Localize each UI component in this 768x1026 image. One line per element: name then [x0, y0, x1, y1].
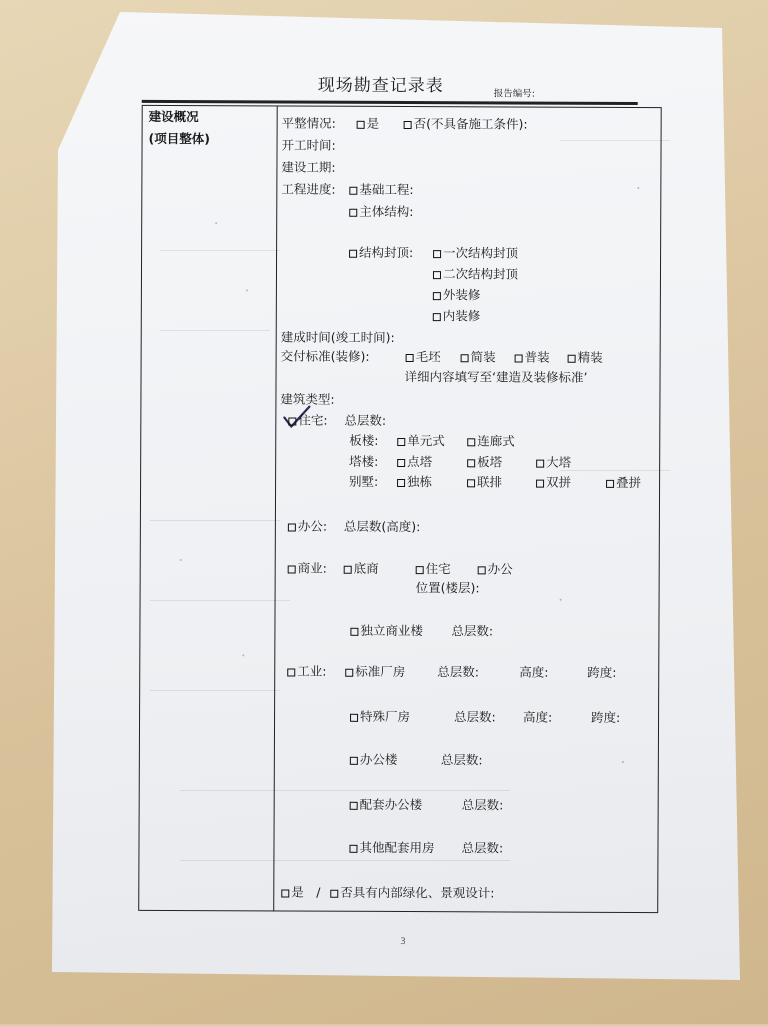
commercial-option-0[interactable]	[344, 561, 379, 577]
special-factory-height: 高度:	[523, 709, 553, 725]
checkbox-icon[interactable]	[349, 845, 357, 853]
option-label: 否(不具备施工条件):	[413, 116, 528, 132]
option-label: 否具有内部绿化、景观设计:	[340, 884, 495, 901]
checkbox-icon[interactable]	[344, 566, 352, 574]
checkbox-icon[interactable]	[345, 669, 353, 677]
checkbox-icon[interactable]	[397, 459, 405, 467]
checkbox-icon[interactable]	[288, 418, 296, 426]
other-support-floors: 总层数:	[461, 840, 504, 856]
standalone-option[interactable]	[350, 623, 423, 639]
option-label: 毛坯	[415, 349, 441, 365]
main-structure-option[interactable]	[349, 204, 413, 220]
option-label: 商业:	[297, 560, 327, 576]
option-label: 叠拼	[616, 474, 642, 491]
checkbox-icon[interactable]	[281, 889, 289, 897]
delivery-note: 详细内容填写至‘建造及装修标准’	[404, 369, 588, 385]
option-label: 住宅	[425, 561, 451, 577]
checkbox-icon[interactable]	[568, 355, 576, 363]
industrial-option[interactable]	[287, 664, 326, 680]
checkbox-icon[interactable]	[467, 479, 475, 487]
option-label: 配套办公楼	[359, 796, 423, 813]
option-label: 点塔	[407, 454, 433, 470]
green-no-option[interactable]	[330, 885, 494, 902]
checkbox-icon[interactable]	[397, 479, 405, 487]
section-subheading: (项目整体)	[148, 130, 211, 147]
option-label: 结构封顶:	[359, 244, 414, 261]
paper-speck	[242, 654, 244, 656]
capping-1-option[interactable]	[433, 245, 518, 261]
checkbox-icon[interactable]	[433, 271, 441, 279]
slab-label: 板楼:	[349, 432, 379, 448]
special-factory-option[interactable]	[350, 709, 410, 725]
villa-option-0[interactable]	[397, 474, 432, 490]
option-label: 双拼	[546, 474, 572, 490]
checkbox-icon[interactable]	[406, 354, 414, 362]
option-label: 板塔	[477, 454, 503, 470]
option-label: 住宅:	[298, 412, 328, 428]
checkbox-icon[interactable]	[536, 480, 544, 488]
progress-label: 工程进度:	[281, 181, 336, 197]
option-label: 内装修	[442, 308, 481, 324]
option-label: 是	[291, 884, 304, 900]
option-label: 主体结构:	[359, 203, 414, 220]
checkbox-icon[interactable]	[478, 566, 486, 574]
paper-speck	[246, 289, 248, 291]
capping-option[interactable]	[349, 245, 413, 261]
start-time-field: 开工时间:	[281, 137, 336, 153]
residential-floors: 总层数:	[344, 412, 387, 428]
option-label: 普装	[524, 349, 550, 365]
delivery-label: 交付标准(装修):	[280, 348, 370, 364]
option-label: 特殊厂房	[360, 708, 411, 725]
checkbox-icon[interactable]	[349, 209, 357, 217]
period-field: 建设工期:	[281, 159, 336, 175]
paper-speck	[560, 599, 562, 601]
checkbox-icon[interactable]	[467, 459, 475, 467]
report-number-label: 报告编号:	[493, 88, 535, 100]
checkbox-icon[interactable]	[350, 628, 358, 636]
flat-no-option[interactable]	[404, 116, 528, 133]
checkbox-icon[interactable]	[350, 714, 358, 722]
villa-option-2[interactable]	[536, 475, 571, 491]
delivery-option-0[interactable]	[406, 349, 441, 365]
checkbox-icon[interactable]	[467, 438, 475, 446]
form-table	[138, 105, 662, 913]
villa-option-3[interactable]	[606, 475, 641, 491]
option-label: 工业:	[297, 663, 327, 679]
green-yes-option[interactable]	[281, 884, 304, 900]
option-label: 独立商业楼	[360, 622, 423, 639]
villa-option-1[interactable]	[467, 474, 502, 490]
checkbox-icon[interactable]	[288, 566, 296, 574]
paper-speck	[180, 559, 182, 561]
slab-option-0[interactable]	[397, 433, 445, 449]
option-label: 一次结构封顶	[443, 245, 519, 261]
foundation-option[interactable]	[349, 182, 413, 198]
support-office-floors: 总层数:	[461, 797, 504, 813]
delivery-option-2[interactable]	[515, 349, 550, 365]
checkbox-icon[interactable]	[287, 669, 295, 677]
option-label: 大塔	[546, 454, 572, 470]
flat-yes-option[interactable]	[357, 116, 380, 132]
option-label: 联排	[477, 474, 503, 490]
paper-speck	[637, 187, 639, 189]
interior-option[interactable]	[433, 308, 481, 324]
commercial-option[interactable]	[288, 561, 327, 577]
delivery-option-3[interactable]	[568, 350, 603, 366]
option-label: 二次结构封顶	[442, 266, 519, 282]
page-number: 3	[400, 937, 406, 948]
checkbox-icon[interactable]	[288, 524, 296, 532]
standalone-floors: 总层数:	[451, 623, 494, 639]
option-label: 精装	[577, 349, 603, 365]
office-option[interactable]	[288, 519, 327, 535]
checkbox-icon[interactable]	[536, 460, 544, 468]
checkbox-icon[interactable]	[433, 250, 441, 258]
commercial-option-1[interactable]	[416, 561, 451, 577]
checkbox-icon[interactable]	[349, 187, 357, 195]
option-label: 外装修	[442, 287, 481, 303]
tower-option-1[interactable]	[467, 454, 502, 470]
flat-label: 平整情况:	[281, 115, 336, 131]
option-label: 单元式	[407, 433, 445, 449]
special-factory-floors: 总层数:	[454, 709, 496, 725]
villa-label: 别墅:	[349, 473, 379, 489]
tower-option-0[interactable]	[397, 454, 432, 470]
slab-option-1[interactable]	[467, 433, 515, 449]
option-label: 底商	[353, 560, 379, 576]
special-factory-span: 跨度:	[591, 709, 621, 725]
office-bldg-floors: 总层数:	[440, 752, 483, 768]
checkbox-icon[interactable]	[433, 313, 441, 321]
capping-2-option[interactable]	[433, 266, 518, 282]
support-office-option[interactable]	[350, 797, 423, 813]
residential-option[interactable]	[288, 413, 327, 429]
option-label: 办公	[487, 561, 513, 577]
checkbox-icon[interactable]	[357, 121, 365, 129]
checkbox-icon[interactable]	[349, 250, 357, 258]
checkbox-icon[interactable]	[397, 438, 405, 446]
tower-option-2[interactable]	[536, 455, 571, 471]
std-factory-floors: 总层数:	[437, 664, 480, 680]
paper-speck	[215, 222, 217, 224]
building-type-label: 建筑类型:	[280, 391, 335, 407]
checkbox-icon[interactable]	[416, 566, 424, 574]
checkbox-icon[interactable]	[433, 292, 441, 300]
std-factory-height: 高度:	[519, 664, 549, 680]
option-label: 办公:	[297, 518, 328, 534]
option-label: 办公楼	[359, 751, 398, 767]
office-bldg-option[interactable]	[350, 752, 398, 768]
delivery-option-1[interactable]	[461, 349, 496, 365]
exterior-option[interactable]	[433, 287, 481, 303]
option-label: 连廊式	[477, 433, 515, 449]
checkbox-icon[interactable]	[461, 354, 469, 362]
tower-label: 塔楼:	[349, 453, 379, 469]
checkbox-icon[interactable]	[606, 480, 614, 488]
option-label: 是	[366, 115, 380, 131]
std-factory-option[interactable]	[345, 664, 405, 680]
position-field: 位置(楼层):	[415, 580, 480, 596]
paper-speck	[622, 761, 624, 763]
checkbox-icon[interactable]	[404, 121, 412, 129]
checkbox-icon[interactable]	[350, 757, 358, 765]
commercial-option-2[interactable]	[478, 561, 513, 577]
office-floors: 总层数(高度):	[343, 518, 421, 535]
other-support-option[interactable]	[349, 840, 434, 856]
option-label: 简装	[470, 349, 496, 365]
completion-field: 建成时间(竣工时间):	[280, 329, 395, 345]
section-heading: 建设概况	[148, 108, 199, 125]
checkbox-icon[interactable]	[330, 890, 338, 898]
form-title: 现场勘查记录表	[317, 75, 444, 97]
std-factory-span: 跨度:	[587, 664, 617, 680]
checkbox-icon[interactable]	[515, 354, 523, 362]
option-label: 标准厂房	[355, 663, 406, 680]
option-label: 独栋	[407, 474, 433, 490]
option-label: 其他配套用房	[359, 839, 435, 856]
option-label: 基础工程:	[359, 181, 414, 198]
checkbox-icon[interactable]	[350, 802, 358, 810]
green-separator: /	[316, 884, 321, 900]
